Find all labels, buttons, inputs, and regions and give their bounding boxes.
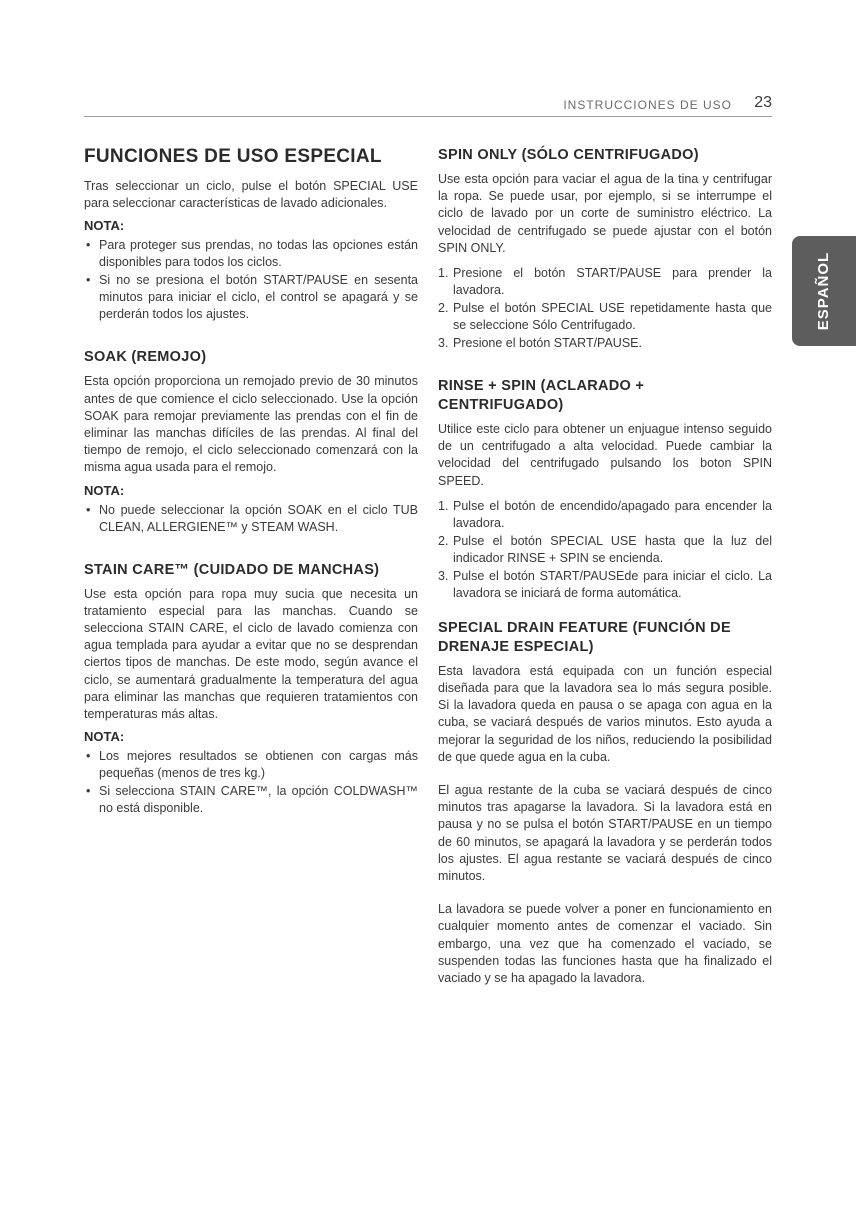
step-number: 2. [438, 301, 449, 316]
list-item [84, 502, 418, 536]
page-number: 23 [754, 94, 772, 111]
note-label: NOTA: [84, 729, 125, 745]
header-title: INSTRUCCIONES DE USO [563, 98, 732, 112]
step-number: 3. [438, 336, 449, 351]
note-list [84, 748, 418, 817]
list-item [438, 300, 772, 334]
spin-paragraph: Use esta opción para vaciar el agua de la tina y centrifugar la ropa. Se puede usar, por ejemplo, si se interrumpe el ciclo de lavado por un corte de suministro eléctrico. La velocidad de centrifugado se puede ajustar con el botón SPIN ONLY. [438, 172, 772, 255]
spin-steps [438, 265, 772, 352]
note-list [84, 237, 418, 323]
language-tab-label: ESPAÑOL [815, 251, 832, 331]
page-header [84, 90, 772, 117]
page-title: FUNCIONES DE USO ESPECIAL [84, 146, 382, 167]
step-text: Pulse el botón START/PAUSEde para iniciar el ciclo. La lavadora se iniciará de forma automática. [453, 568, 772, 600]
soak-paragraph: Esta opción proporciona un remojado previo de 30 minutos antes de que comience el ciclo seleccionado. Use la opción SOAK para remojar previamente las prendas con el fin de eliminar las manchas difíciles de las prendas. Al final del tiempo de remojo, el ciclo seleccionado comenzará con la misma agua usada para el remojo. [84, 374, 418, 475]
list-item [84, 748, 418, 782]
language-tab [792, 236, 856, 346]
list-item [84, 783, 418, 817]
step-text: Pulse el botón SPECIAL USE repetidamente hasta que se seleccione Sólo Centrifugado. [453, 301, 772, 333]
spin-heading: SPIN ONLY (SÓLO CENTRIFUGADO) [438, 147, 699, 163]
step-number: 2. [438, 533, 449, 548]
note-label: NOTA: [84, 482, 125, 498]
list-item [438, 265, 772, 299]
note-label: NOTA: [84, 218, 125, 234]
bullet-icon: • [86, 749, 91, 764]
rinse-paragraph: Utilice este ciclo para obtener un enjuague intenso seguido de un centrifugado a alta velocidad. Puede cambiar la velocidad del centrifugado pulsando los boton SPIN SPEED. [438, 422, 772, 488]
stain-heading: STAIN CARE™ (CUIDADO DE MANCHAS) [84, 561, 380, 578]
step-number: 1. [438, 266, 449, 281]
step-number: 3. [438, 568, 449, 583]
list-item [84, 237, 418, 271]
soak-heading: SOAK (REMOJO) [84, 349, 207, 366]
rinse-heading: RINSE + SPIN (ACLARADO + CENTRIFUGADO) [438, 378, 645, 414]
stain-paragraph: Use esta opción para ropa muy sucia que necesita un tratamiento especial para las manchas. Cuando se selecciona STAIN CARE, el ciclo de lavado comienza con agua templada para ayudar a evitar que no se desprendan ciertos tipos de manchas. De este modo, según avance el ciclo, se aumentará gradualmente la temperatura del agua para eliminar las manchas que requieren tratamientos con temperaturas más altas. [84, 586, 418, 722]
list-item-text: No puede seleccionar la opción SOAK en el ciclo TUB CLEAN, ALLERGIENE™ y STEAM WASH. [99, 502, 418, 534]
bullet-icon: • [86, 502, 91, 517]
step-text: Presione el botón START/PAUSE para prender la lavadora. [453, 266, 772, 298]
list-item [438, 568, 772, 602]
step-text: Pulse el botón SPECIAL USE hasta que la luz del indicador RINSE + SPIN se encienda. [453, 533, 772, 565]
drain-paragraph-1: Esta lavadora está equipada con un función especial diseñada para que la lavadora sea lo más segura posible. Si la lavadora queda en pausa o se apaga con agua en la cuba, se vaciará después de varios minutos. Esto ayuda a mejorar la seguridad de los niños, reduciendo la posibilidad de que quede agua en la cuba. [438, 663, 772, 764]
step-text: Presione el botón START/PAUSE. [453, 336, 642, 351]
list-item [438, 533, 772, 567]
drain-heading: SPECIAL DRAIN FEATURE (FUNCIÓN DE DRENAJE ESPECIAL) [438, 619, 731, 655]
bullet-icon: • [86, 784, 91, 799]
list-item-text: Para proteger sus prendas, no todas las opciones están disponibles para todos los ciclos. [99, 238, 418, 270]
list-item [438, 498, 772, 532]
right-column [438, 146, 772, 987]
intro-paragraph: Tras seleccionar un ciclo, pulse el botón SPECIAL USE para seleccionar características de lavado adicionales. [84, 179, 418, 211]
step-number: 1. [438, 498, 449, 513]
left-column [84, 146, 418, 818]
note-list [84, 502, 418, 536]
drain-paragraph-3: La lavadora se puede volver a poner en funcionamiento en cualquier momento antes de comenzar el vaciado. Sin embargo, una vez que ha comenzado el vaciado, se suspenden todas las funciones hasta que ha finalizado el vaciado y se ha apagado la lavadora. [438, 902, 772, 986]
bullet-icon: • [86, 238, 91, 253]
bullet-icon: • [86, 273, 91, 288]
rinse-steps [438, 498, 772, 602]
list-item-text: Si selecciona STAIN CARE™, la opción COLDWASH™ no está disponible. [99, 784, 418, 816]
list-item [438, 335, 772, 352]
step-text: Pulse el botón de encendido/apagado para encender la lavadora. [453, 498, 772, 530]
list-item [84, 272, 418, 323]
list-item-text: Los mejores resultados se obtienen con cargas más pequeñas (menos de tres kg.) [99, 749, 418, 781]
list-item-text: Si no se presiona el botón START/PAUSE en sesenta minutos para iniciar el ciclo, el control se apagará y se perderán todos los ajustes. [99, 273, 418, 322]
drain-paragraph-2: El agua restante de la cuba se vaciará después de cinco minutos tras apagarse la lavadora. Si la lavadora está en pausa y no se pulsa el botón START/PAUSE en un tiempo de 60 minutos, se apagará la lavadora y se perderán todos los ajustes. El agua restante se vaciará después de cinco minutos. [438, 783, 772, 884]
